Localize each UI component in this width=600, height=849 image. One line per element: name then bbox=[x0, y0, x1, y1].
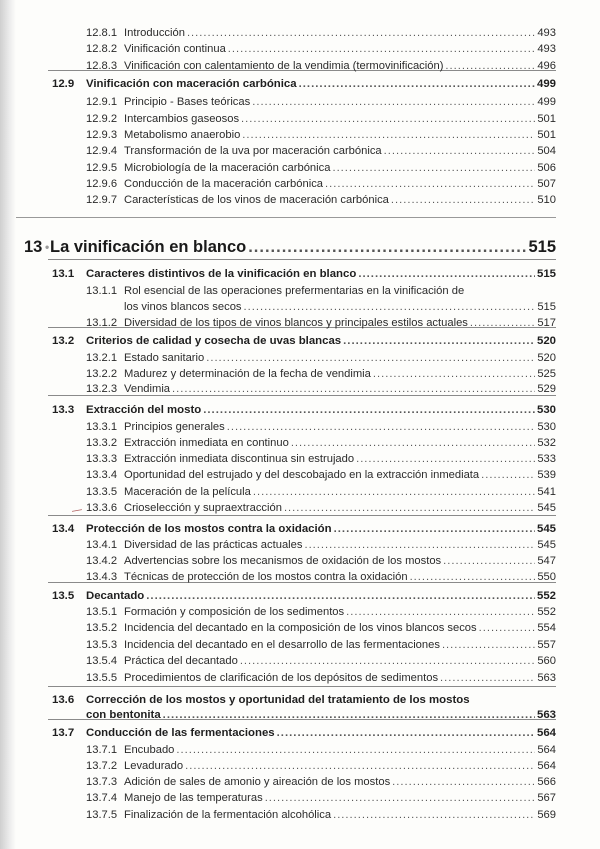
entry-number: 12.9.3 bbox=[86, 129, 118, 141]
leader-dots bbox=[291, 435, 536, 451]
chapter-bullet-icon: • bbox=[45, 240, 50, 254]
entry-page: 550 bbox=[537, 571, 556, 583]
entry-title: Principios generales bbox=[124, 421, 225, 433]
entry-title: Decantado bbox=[86, 590, 145, 602]
entry-page: 560 bbox=[537, 655, 556, 667]
entry-title-row bbox=[124, 537, 556, 553]
entry-title-row bbox=[124, 366, 556, 382]
entry-page: 504 bbox=[537, 145, 556, 157]
entry-page: 567 bbox=[537, 792, 556, 804]
entry-page: 533 bbox=[537, 453, 556, 465]
entry-title-row bbox=[124, 192, 556, 208]
entry-title: Rol esencial de las operaciones prefermentarias en la vinificación de bbox=[124, 285, 465, 297]
entry-page: 506 bbox=[537, 162, 556, 174]
entry-title-continuation: los vinos blancos secos bbox=[124, 301, 242, 313]
entry-number: 13.3.3 bbox=[86, 453, 118, 465]
toc-entry-sub bbox=[0, 653, 600, 669]
section-divider bbox=[16, 217, 556, 218]
entry-title-row bbox=[124, 25, 556, 41]
toc-entry-section bbox=[0, 588, 600, 604]
entry-title-row bbox=[86, 266, 556, 282]
entry-number: 13.4 bbox=[52, 523, 75, 535]
entry-title-row bbox=[124, 435, 556, 451]
entry-title-row bbox=[124, 58, 556, 74]
entry-number: 13.3.2 bbox=[86, 437, 118, 449]
entry-title-row bbox=[124, 111, 556, 127]
entry-title: Conducción de la maceración carbónica bbox=[124, 178, 324, 190]
toc-entry-sub bbox=[0, 670, 600, 686]
leader-dots bbox=[206, 350, 535, 366]
entry-title: La vinificación en blanco bbox=[50, 238, 247, 256]
leader-dots bbox=[442, 637, 535, 653]
toc-entry-chapter bbox=[0, 236, 600, 258]
toc-entry-section bbox=[0, 333, 600, 349]
entry-title: Introducción bbox=[124, 27, 185, 39]
entry-title-row bbox=[50, 236, 556, 258]
entry-number: 12.9.7 bbox=[86, 194, 118, 206]
entry-number: 12.9 bbox=[52, 78, 75, 90]
entry-title: Extracción inmediata discontinua sin estrujado bbox=[124, 453, 355, 465]
entry-page: 564 bbox=[536, 727, 556, 739]
entry-title-row bbox=[124, 350, 556, 366]
entry-page: 552 bbox=[536, 590, 556, 602]
entry-title: Diversidad de las prácticas actuales bbox=[124, 539, 303, 551]
leader-dots bbox=[304, 537, 535, 553]
entry-title-row bbox=[124, 467, 556, 483]
entry-number: 13.1.2 bbox=[86, 317, 118, 329]
entry-title-row bbox=[124, 604, 556, 620]
entry-title: Vinificación continua bbox=[124, 43, 226, 55]
entry-page: 493 bbox=[537, 27, 556, 39]
entry-title-line-1 bbox=[86, 692, 470, 708]
entry-title: Transformación de la uva por maceración carbónica bbox=[124, 145, 382, 157]
entry-number: 13.7.1 bbox=[86, 744, 118, 756]
entry-number: 13.3.6 bbox=[86, 502, 118, 514]
entry-page: 530 bbox=[537, 421, 556, 433]
entry-title: Oportunidad del estrujado y del descobajado en la extracción inmediata bbox=[124, 469, 480, 481]
entry-number: 12.9.5 bbox=[86, 162, 118, 174]
entry-number: 13.3.4 bbox=[86, 469, 118, 481]
leader-dots bbox=[185, 758, 535, 774]
toc-entry-sub bbox=[0, 467, 600, 483]
entry-page: 545 bbox=[536, 523, 556, 535]
toc-entry-sub bbox=[0, 94, 600, 110]
entry-page: 547 bbox=[537, 555, 556, 567]
entry-page: 541 bbox=[537, 486, 556, 498]
leader-dots bbox=[187, 25, 535, 41]
leader-dots bbox=[252, 94, 535, 110]
leader-dots bbox=[391, 192, 535, 208]
toc-entry-sub bbox=[0, 774, 600, 790]
entry-page: 515 bbox=[528, 238, 556, 256]
entry-number: 12.9.6 bbox=[86, 178, 118, 190]
entry-number: 13.1.1 bbox=[86, 285, 118, 297]
leader-dots bbox=[384, 143, 536, 159]
entry-number: 13 bbox=[24, 238, 43, 256]
leader-dots bbox=[332, 160, 535, 176]
entry-title: Madurez y determinación de la fecha de vendimia bbox=[124, 368, 371, 380]
toc-entry-section bbox=[0, 725, 600, 741]
toc-entry-sub bbox=[0, 604, 600, 620]
entry-page: 517 bbox=[537, 317, 556, 329]
entry-page: 563 bbox=[536, 709, 556, 721]
entry-number: 13.2.3 bbox=[86, 383, 118, 395]
toc-entry-sub bbox=[0, 569, 600, 585]
entry-number: 12.9.4 bbox=[86, 145, 118, 157]
entry-title-row bbox=[124, 315, 556, 331]
leader-dots bbox=[284, 500, 535, 516]
entry-title-row bbox=[124, 419, 556, 435]
toc-entry-sub bbox=[0, 537, 600, 553]
leader-dots bbox=[176, 742, 535, 758]
entry-page: 530 bbox=[536, 404, 556, 416]
entry-number: 13.7.3 bbox=[86, 776, 118, 788]
entry-number: 13.7.5 bbox=[86, 809, 118, 821]
entry-title: Incidencia del decantado en la composición de los vinos blancos secos bbox=[124, 622, 477, 634]
entry-page: 563 bbox=[537, 672, 556, 684]
entry-number: 13.2 bbox=[52, 335, 75, 347]
entry-number: 13.5.1 bbox=[86, 606, 118, 618]
entry-page: 515 bbox=[536, 268, 556, 280]
entry-title-row bbox=[124, 553, 556, 569]
pencil-mark: — bbox=[71, 504, 83, 517]
entry-page: 539 bbox=[537, 469, 556, 481]
leader-dots bbox=[242, 127, 535, 143]
entry-title-row bbox=[86, 725, 556, 741]
entry-page: 529 bbox=[537, 383, 556, 395]
entry-page: 496 bbox=[537, 60, 556, 72]
entry-title: Técnicas de protección de los mostos contra la oxidación bbox=[124, 571, 408, 583]
entry-number: 13.5.3 bbox=[86, 639, 118, 651]
entry-number: 13.3.1 bbox=[86, 421, 118, 433]
entry-title: Encubado bbox=[124, 744, 175, 756]
leader-dots bbox=[410, 569, 536, 585]
toc-entry-section bbox=[0, 402, 600, 418]
toc-entry-sub bbox=[0, 742, 600, 758]
entry-title: Advertencias sobre los mecanismos de oxidación de los mostos bbox=[124, 555, 442, 567]
section-divider bbox=[48, 259, 556, 260]
entry-title: Vinificación con calentamiento de la vendimia (termovinificación) bbox=[124, 60, 444, 72]
entry-title: Estado sanitario bbox=[124, 352, 205, 364]
entry-number: 12.8.2 bbox=[86, 43, 118, 55]
entry-title-row bbox=[124, 127, 556, 143]
toc-entry-sub bbox=[0, 41, 600, 57]
toc-entry-sub bbox=[0, 451, 600, 467]
entry-page: 552 bbox=[537, 606, 556, 618]
entry-title-row bbox=[86, 333, 556, 349]
entry-title: Protección de los mostos contra la oxidación bbox=[86, 523, 332, 535]
entry-title: Práctica del decantado bbox=[124, 655, 238, 667]
entry-title: Procedimientos de clarificación de los depósitos de sedimentos bbox=[124, 672, 439, 684]
entry-title-row bbox=[124, 620, 556, 636]
leader-dots bbox=[470, 315, 535, 331]
toc-entry-sub bbox=[0, 500, 600, 516]
entry-number: 13.5.4 bbox=[86, 655, 118, 667]
entry-page: 554 bbox=[537, 622, 556, 634]
entry-title: Formación y composición de los sedimentos bbox=[124, 606, 345, 618]
entry-title-line-2 bbox=[86, 707, 556, 723]
leader-dots bbox=[443, 553, 535, 569]
entry-number: 13.2.2 bbox=[86, 368, 118, 380]
leader-dots bbox=[248, 236, 526, 258]
entry-number: 12.8.1 bbox=[86, 27, 118, 39]
toc-entry-sub bbox=[0, 637, 600, 653]
entry-number: 12.9.2 bbox=[86, 113, 118, 125]
entry-title-row bbox=[124, 176, 556, 192]
toc-entry-sub bbox=[0, 315, 600, 331]
entry-title: Extracción del mosto bbox=[86, 404, 202, 416]
entry-page: 564 bbox=[537, 744, 556, 756]
entry-number: 12.8.3 bbox=[86, 60, 118, 72]
entry-title: Microbiología de la maceración carbónica bbox=[124, 162, 331, 174]
entry-page: 510 bbox=[537, 194, 556, 206]
entry-number: 13.5 bbox=[52, 590, 75, 602]
toc-entry-sub bbox=[0, 111, 600, 127]
leader-dots bbox=[240, 653, 536, 669]
toc-entry-sub bbox=[0, 553, 600, 569]
entry-title-row bbox=[124, 143, 556, 159]
entry-title-row bbox=[124, 774, 556, 790]
entry-title-row bbox=[124, 41, 556, 57]
leader-dots bbox=[299, 76, 535, 92]
toc-entry-sub bbox=[0, 381, 600, 397]
toc-entry-sub bbox=[0, 807, 600, 823]
entry-title-row bbox=[124, 758, 556, 774]
entry-page: 557 bbox=[537, 639, 556, 651]
entry-title: Vendimia bbox=[124, 383, 171, 395]
leader-dots bbox=[334, 521, 535, 537]
entry-number: 13.3 bbox=[52, 404, 75, 416]
entry-number: 13.2.1 bbox=[86, 352, 118, 364]
entry-title: Adición de sales de amonio y aireación de los mostos bbox=[124, 776, 391, 788]
toc-entry-sub bbox=[0, 435, 600, 451]
entry-title: Manejo de las temperaturas bbox=[124, 792, 263, 804]
leader-dots bbox=[203, 402, 535, 418]
entry-page: 525 bbox=[537, 368, 556, 380]
entry-title-row bbox=[124, 653, 556, 669]
leader-dots bbox=[445, 58, 535, 74]
entry-title: Incidencia del decantado en el desarrollo de las fermentaciones bbox=[124, 639, 440, 651]
entry-number: 13.4.3 bbox=[86, 571, 118, 583]
entry-title-row bbox=[86, 588, 556, 604]
entry-title-line-1 bbox=[124, 283, 464, 299]
entry-page: 501 bbox=[537, 113, 556, 125]
entry-title: Intercambios gaseosos bbox=[124, 113, 240, 125]
entry-number: 13.4.2 bbox=[86, 555, 118, 567]
entry-title-row bbox=[124, 637, 556, 653]
leader-dots bbox=[325, 176, 535, 192]
leader-dots bbox=[265, 790, 536, 806]
entry-page: 499 bbox=[537, 96, 556, 108]
toc-entry-sub bbox=[0, 192, 600, 208]
entry-number: 13.7.4 bbox=[86, 792, 118, 804]
entry-number: 13.5.5 bbox=[86, 672, 118, 684]
entry-title: Extracción inmediata en continuo bbox=[124, 437, 289, 449]
leader-dots bbox=[146, 588, 535, 604]
toc-entry-sub bbox=[0, 758, 600, 774]
entry-title-row bbox=[86, 402, 556, 418]
leader-dots bbox=[343, 333, 535, 349]
entry-page: 501 bbox=[537, 129, 556, 141]
entry-page: 520 bbox=[536, 335, 556, 347]
toc-entry-sub bbox=[0, 283, 600, 313]
entry-page: 507 bbox=[537, 178, 556, 190]
entry-title: Criterios de calidad y cosecha de uvas blancas bbox=[86, 335, 342, 347]
entry-title-row bbox=[124, 484, 556, 500]
toc-entry-sub bbox=[0, 58, 600, 74]
section-divider bbox=[48, 686, 556, 687]
entry-page: 545 bbox=[537, 539, 556, 551]
leader-dots bbox=[277, 725, 535, 741]
toc-entry-sub bbox=[0, 350, 600, 366]
toc-entry-sub bbox=[0, 419, 600, 435]
leader-dots bbox=[358, 266, 535, 282]
entry-title: Diversidad de los tipos de vinos blancos y principales estilos actuales bbox=[124, 317, 468, 329]
entry-number: 13.3.5 bbox=[86, 486, 118, 498]
entry-number: 12.9.1 bbox=[86, 96, 118, 108]
entry-title-row bbox=[86, 521, 556, 537]
entry-number: 13.7 bbox=[52, 727, 75, 739]
toc-entry-section bbox=[0, 521, 600, 537]
entry-title: Corrección de los mostos y oportunidad del tratamiento de los mostos bbox=[86, 694, 470, 706]
leader-dots bbox=[333, 807, 535, 823]
entry-page: 493 bbox=[537, 43, 556, 55]
entry-title: Características de los vinos de maceración carbónica bbox=[124, 194, 389, 206]
entry-title: Conducción de las fermentaciones bbox=[86, 727, 275, 739]
entry-title-row bbox=[124, 381, 556, 397]
leader-dots bbox=[346, 604, 535, 620]
entry-page: 569 bbox=[537, 809, 556, 821]
entry-title-row bbox=[124, 94, 556, 110]
entry-page: 566 bbox=[537, 776, 556, 788]
entry-title: Vinificación con maceración carbónica bbox=[86, 78, 297, 90]
entry-title: Metabolismo anaerobio bbox=[124, 129, 241, 141]
toc-entry-section bbox=[0, 266, 600, 282]
entry-title-row bbox=[124, 160, 556, 176]
leader-dots bbox=[163, 707, 535, 723]
entry-page: 515 bbox=[537, 301, 556, 313]
leader-dots bbox=[244, 299, 536, 315]
entry-title: Crioselección y supraextracción bbox=[124, 502, 282, 514]
entry-number: 13.1 bbox=[52, 268, 75, 280]
leader-dots bbox=[227, 419, 536, 435]
entry-title: Finalización de la fermentación alcohólica bbox=[124, 809, 332, 821]
entry-title-row bbox=[124, 569, 556, 585]
toc-entry-sub bbox=[0, 143, 600, 159]
entry-number: 13.5.2 bbox=[86, 622, 118, 634]
entry-title-continuation: con bentonita bbox=[86, 709, 161, 721]
entry-number: 13.6 bbox=[52, 694, 75, 706]
leader-dots bbox=[440, 670, 535, 686]
entry-page: 545 bbox=[537, 502, 556, 514]
entry-title-row bbox=[124, 742, 556, 758]
toc-entry-sub bbox=[0, 127, 600, 143]
entry-title: Caracteres distintivos de la vinificación en blanco bbox=[86, 268, 357, 280]
entry-title: Levadurado bbox=[124, 760, 184, 772]
toc-entry-section bbox=[0, 692, 600, 721]
toc-entry-section bbox=[0, 76, 600, 92]
leader-dots bbox=[373, 366, 535, 382]
leader-dots bbox=[392, 774, 535, 790]
entry-title: Maceración de la película bbox=[124, 486, 251, 498]
entry-title-row bbox=[124, 670, 556, 686]
entry-number: 13.7.2 bbox=[86, 760, 118, 772]
toc-entry-sub bbox=[0, 160, 600, 176]
toc-entry-sub bbox=[0, 790, 600, 806]
entry-page: 499 bbox=[536, 78, 556, 90]
leader-dots bbox=[479, 620, 536, 636]
toc-entry-sub bbox=[0, 25, 600, 41]
entry-title-row bbox=[124, 500, 556, 516]
entry-title-line-2 bbox=[124, 299, 556, 315]
leader-dots bbox=[172, 381, 535, 397]
entry-page: 520 bbox=[537, 352, 556, 364]
toc-entry-sub bbox=[0, 176, 600, 192]
leader-dots bbox=[356, 451, 535, 467]
entry-page: 564 bbox=[537, 760, 556, 772]
leader-dots bbox=[228, 41, 536, 57]
leader-dots bbox=[241, 111, 535, 127]
toc-entry-sub bbox=[0, 366, 600, 382]
entry-page: 532 bbox=[537, 437, 556, 449]
entry-title-row bbox=[124, 451, 556, 467]
entry-title-row bbox=[86, 76, 556, 92]
toc-entry-sub bbox=[0, 620, 600, 636]
leader-dots bbox=[253, 484, 535, 500]
entry-title-row bbox=[124, 807, 556, 823]
entry-title-row bbox=[124, 790, 556, 806]
leader-dots bbox=[481, 467, 535, 483]
entry-title: Principio - Bases teóricas bbox=[124, 96, 251, 108]
toc-entry-sub bbox=[0, 484, 600, 500]
entry-number: 13.4.1 bbox=[86, 539, 118, 551]
